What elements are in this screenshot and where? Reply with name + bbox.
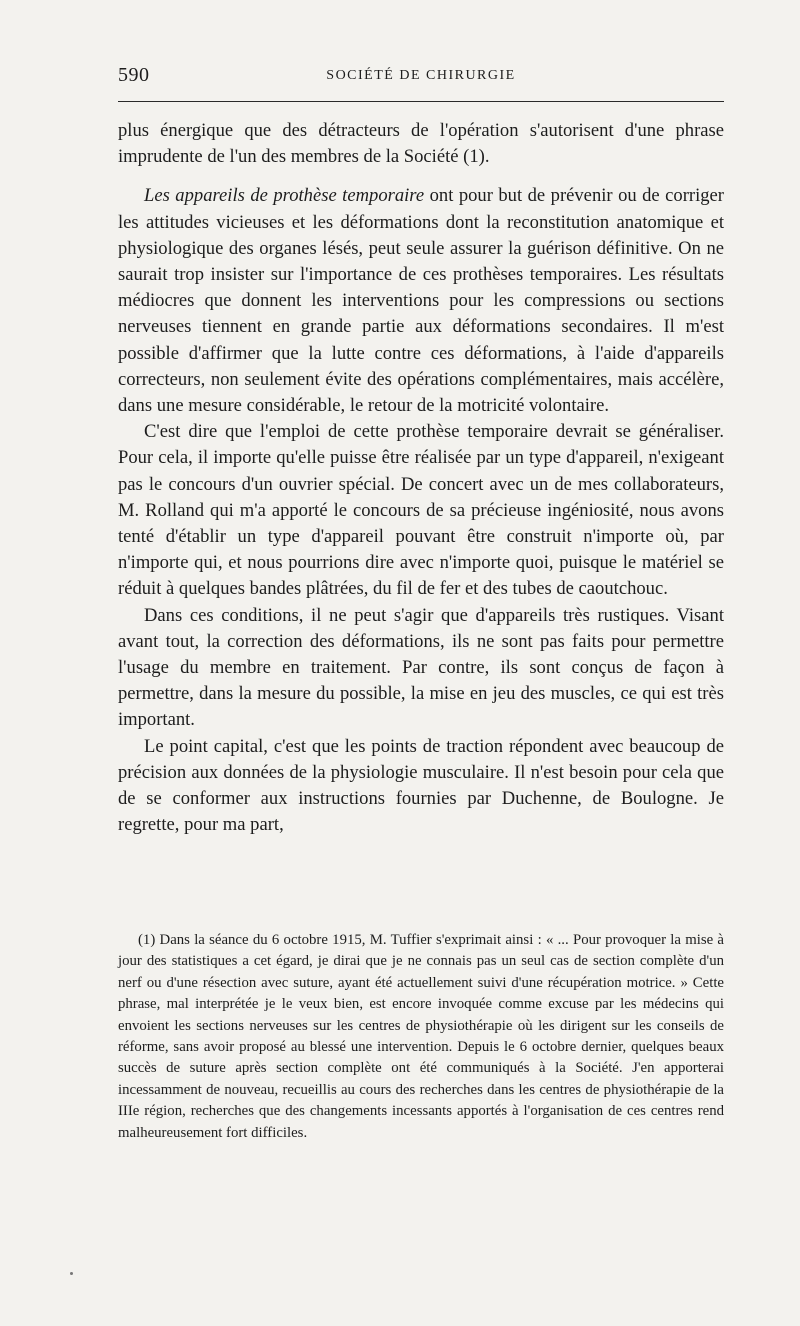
paper-speck [70, 1272, 73, 1275]
paragraph-3: C'est dire que l'emploi de cette prothèse temporaire devrait se généraliser. Pour cela, il importe qu'elle puisse être réalisée par un type d'appareil, n'exigeant pas le concours d'un ouvrier spécial. De concert avec un de mes collaborateurs, M. Rolland qui m'a apporté le concours de sa précieuse ingéniosité, nous avons tenté d'établir un type d'appareil pouvant être construit n'importe où, par n'importe qui, et nous pourrions dire avec n'importe quoi, puisque le matériel se réduit à quelques bandes plâtrées, du fil de fer et des tubes de caoutchouc. [118, 421, 724, 600]
paragraph-2-text: ont pour but de prévenir ou de corriger les attitudes vicieuses et les déformations dont la reconstitution anatomique et physiologique des organes lésés, peut seule assurer la guérison définitive. On ne saurait trop insister sur l'importance de ces prothèses temporaires. Les résultats médiocres que donnent les interventions pour les compressions ou sections nerveuses tiennent en grande partie aux déformations secondaires. Il m'est possible d'affirmer que la lutte contre ces déformations, à l'aide d'appareils correcteurs, non seulement évite des opérations complémentaires, mais accélère, dans une mesure considérable, le retour de la motricité volontaire. [118, 185, 724, 417]
paragraph-2-italic-lead: Les appareils de prothèse temporaire [144, 185, 425, 207]
footnote: (1) Dans la séance du 6 octobre 1915, M. Tuffier s'exprimait ainsi : « ... Pour provoquer la mise à jour des statistiques a cet égard, je dirai que je ne connais pas un seul cas de section complète d'un nerf ou d'une résection avec suture, ayant été actuellement suivi d'une récupération motrice. » Cette phrase, mal interprétée je le veux bien, est encore invoquée comme excuse par les médecins qui envoient les sections nerveuses sur les centres de physiothérapie où les dirigent sur les conseils de réforme, sans avoir proposé au blessé une intervention. Depuis le 6 octobre dernier, quelques beaux succès de suture après section complète ont été communiqués à la Société. J'en apporterai incessamment de nouveau, recueillis au cours des recherches dans les centres de physiothérapie de la IIIe région, recherches que des changements incessants apportés à l'organisation de ces centres rend malheureusement fort difficiles. [118, 932, 724, 1141]
running-title: SOCIÉTÉ DE CHIRURGIE [326, 68, 516, 83]
paragraph-2 [118, 183, 724, 419]
page-header [118, 64, 724, 94]
page-number: 590 [118, 64, 150, 86]
body-text [118, 118, 724, 838]
paragraph-4: Dans ces conditions, il ne peut s'agir que d'appareils très rustiques. Visant avant tout, la correction des déformations, ils ne sont pas faits pour permettre l'usage du membre en traitement. Par contre, ils sont conçus de façon à permettre, dans la mesure du possible, la mise en jeu des muscles, ce qui est très important. [118, 604, 724, 731]
header-rule [118, 101, 724, 102]
paragraph-1: plus énergique que des détracteurs de l'opération s'autorisent d'une phrase imprudente de l'un des membres de la Société (1). [118, 120, 724, 168]
paragraph-5: Le point capital, c'est que les points de traction répondent avec beaucoup de précision aux données de la physiologie musculaire. Il n'est besoin pour cela que de se conformer aux instructions fournies par Duchenne, de Boulogne. Je regrette, pour ma part, [118, 735, 724, 836]
